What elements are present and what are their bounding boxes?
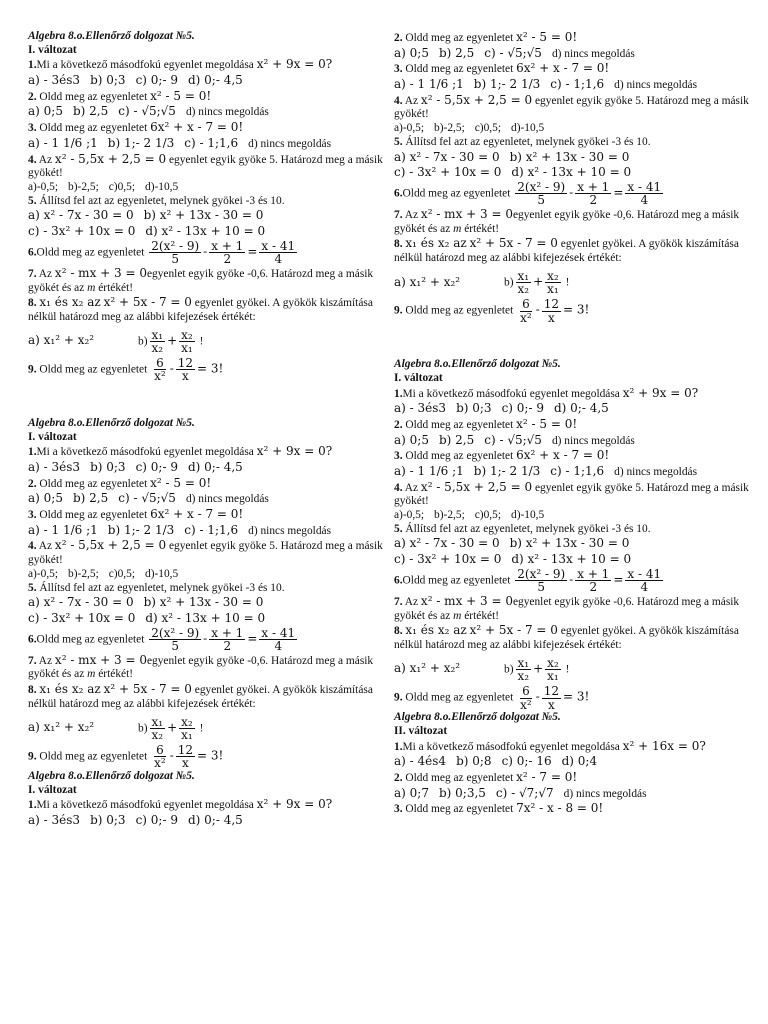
question-5: 5. Állítsd fel azt az egyenletet, melynek gyökei -3 és 10. [394, 135, 651, 148]
fraction: $\frac{\text{x₂}}{\text{x₁}}$ [181, 714, 193, 743]
question-3-options: a) - 1 1/6 ;1 b) 1;- 2 1/3 c) - 1;1,6 d) nincs megoldás [28, 135, 332, 150]
question-5-options-ab: a) x² - 7x - 30 = 0 b) x² + 13x - 30 = 0 [394, 536, 630, 551]
question-1: 1.Mi a következő másodfokú egyenlet megoldása x² + 9x = 0? [394, 385, 699, 400]
fraction: $\frac{12}{x}$ [177, 742, 194, 771]
fraction: $\frac{x + 1}{2}$ [577, 179, 610, 208]
question-8-options: a) x₁² + x₂² b) $\frac{\text{x₁}}{\text{x₂}}$ + $\frac{\text{x₂}}{\text{x₁}}$ ! [394, 655, 570, 684]
variant-label: I. változat [28, 430, 77, 443]
fraction: $\frac{12}{x}$ [543, 683, 560, 712]
test-title: Algebra 8.o.Ellenőrző dolgozat №5. [28, 769, 195, 782]
question-3: 3. Oldd meg az egyenletet 7x² - x - 8 = 0! [394, 801, 604, 816]
fraction: $\frac{6}{\text{x²}}$ [154, 355, 166, 384]
fraction: $\frac{\text{x₁}}{\text{x₂}}$ [517, 655, 530, 684]
question-2: 2. Oldd meg az egyenletet x² - 5 = 0! [28, 475, 212, 490]
question-3: 3. Oldd meg az egyenletet 6x² + x - 7 = 0! [28, 507, 244, 522]
question-1: 1.Mi a következő másodfokú egyenlet megoldása x² + 9x = 0? [28, 444, 333, 459]
question-3: 3. Oldd meg az egyenletet 6x² + x - 7 = 0! [394, 61, 610, 76]
fraction: $\frac{\text{x₂}}{\text{x₁}}$ [547, 268, 559, 297]
question-3: 3. Oldd meg az egyenletet 6x² + x - 7 = 0! [28, 120, 244, 135]
question-3-options: a) - 1 1/6 ;1 b) 1;- 2 1/3 c) - 1;1,6 d) nincs megoldás [394, 77, 698, 92]
question-2-options: a) 0;5 b) 2,5 c) - √5;√5 d) nincs megoldás [28, 491, 269, 506]
question-8: 8. x₁ és x₂ az x² + 5x - 7 = 0 egyenlet gyökei. A gyökök kiszámítása nélkül határozd meg az alábbi kifejezések értékét: [28, 295, 373, 323]
question-1-options: a) - 3és3 b) 0;3 c) 0;- 9 d) 0;- 4,5 [394, 401, 609, 416]
test-title: Algebra 8.o.Ellenőrző dolgozat №5. [28, 416, 195, 429]
question-2: 2. Oldd meg az egyenletet x² - 5 = 0! [28, 88, 212, 103]
left-column [28, 30, 393, 829]
fraction: $\frac{\text{2(x² - 9)}}{5}$ [517, 566, 566, 595]
test-block-5 [394, 711, 759, 817]
variant-label: I. változat [28, 783, 77, 796]
question-2-options: a) 0;5 b) 2,5 c) - √5;√5 d) nincs megoldás [394, 45, 635, 60]
question-6: 6.Oldd meg az egyenletet $\frac{\text{2(x² - 9)}}{5}$ - $\frac{x + 1}{2}$ = $\frac{x - 41}{4}$ [394, 566, 662, 595]
question-7: 7. Az x² - mx + 3 = 0egyenlet egyik gyöke -0,6. Határozd meg a másik gyökét és az m értékét! [394, 207, 740, 235]
question-2: 2. Oldd meg az egyenletet x² - 7 = 0! [394, 769, 578, 784]
test-block-4 [394, 358, 759, 711]
question-5: 5. Állítsd fel azt az egyenletet, melynek gyökei -3 és 10. [28, 581, 285, 594]
question-4: 4. Az x² - 5,5x + 2,5 = 0 egyenlet egyik gyöke 5. Határozd meg a másik gyökét! [28, 538, 383, 567]
question-3-options: a) - 1 1/6 ;1 b) 1;- 2 1/3 c) - 1;1,6 d) nincs megoldás [28, 522, 332, 537]
fraction: $\frac{x - 41}{4}$ [261, 238, 296, 267]
question-8-options: a) x₁² + x₂² b) $\frac{\text{x₁}}{\text{x₂}}$ + $\frac{\text{x₂}}{\text{x₁}}$ ! [28, 714, 204, 743]
fraction: $\frac{\text{x₁}}{\text{x₂}}$ [151, 714, 164, 743]
fraction: $\frac{12}{x}$ [543, 297, 560, 325]
question-3: 3. Oldd meg az egyenletet 6x² + x - 7 = 0! [394, 448, 610, 463]
question-3-options: a) - 1 1/6 ;1 b) 1;- 2 1/3 c) - 1;1,6 d) nincs megoldás [394, 464, 698, 478]
question-6: 6.Oldd meg az egyenletet $\frac{\text{2(x² - 9)}}{5}$ - $\frac{x + 1}{2}$ = $\frac{x - 41}{4}$ [28, 625, 296, 654]
test-block-1 [28, 30, 393, 383]
fraction: $\frac{6}{\text{x²}}$ [520, 683, 532, 712]
question-1-options: a) - 4és4 b) 0;8 c) 0;- 16 d) 0;4 [394, 754, 598, 769]
question-4-options: a)-0,5; b)-2,5; c)0,5; d)-10,5 [28, 180, 179, 193]
question-7: 7. Az x² - mx + 3 = 0egyenlet egyik gyöke -0,6. Határozd meg a másik gyökét és az m értékét! [28, 652, 374, 681]
question-5-options-cd: c) - 3x² + 10x = 0 d) x² - 13x + 10 = 0 [394, 165, 632, 180]
fraction: $\frac{\text{2(x² - 9)}}{5}$ [151, 625, 200, 654]
question-5: 5. Állítsd fel azt az egyenletet, melynek gyökei -3 és 10. [28, 194, 285, 207]
question-5-options-ab: a) x² - 7x - 30 = 0 b) x² + 13x - 30 = 0 [394, 149, 630, 164]
question-1-options: a) - 3és3 b) 0;3 c) 0;- 9 d) 0;- 4,5 [28, 812, 243, 827]
question-4-options: a)-0,5; b)-2,5; c)0,5; d)-10,5 [394, 122, 545, 135]
question-2-options: a) 0;5 b) 2,5 c) - √5;√5 d) nincs megoldás [28, 104, 269, 119]
question-1: 1.Mi a következő másodfokú egyenlet megoldása x² + 16x = 0? [394, 738, 706, 753]
fraction: $\frac{\text{2(x² - 9)}}{5}$ [151, 238, 200, 267]
question-8: 8. x₁ és x₂ az x² + 5x - 7 = 0 egyenlet gyökei. A gyökök kiszámítása nélkül határozd meg az alábbi kifejezések értékét: [394, 623, 739, 652]
fraction: $\frac{\text{x₂}}{\text{x₁}}$ [547, 655, 559, 684]
variant-label: I. változat [394, 371, 443, 384]
question-8-options: a) x₁² + x₂² b) $\frac{\text{x₁}}{\text{x₂}}$ + $\frac{\text{x₂}}{\text{x₁}}$ ! [28, 327, 204, 356]
question-4: 4. Az x² - 5,5x + 2,5 = 0 egyenlet egyik gyöke 5. Határozd meg a másik gyökét! [394, 479, 749, 508]
question-5-options-cd: c) - 3x² + 10x = 0 d) x² - 13x + 10 = 0 [28, 610, 266, 625]
question-9: 9. Oldd meg az egyenletet $\frac{6}{\text{x²}}$ - $\frac{12}{x}$ = 3! [394, 683, 590, 712]
test-block-3 [28, 770, 393, 829]
test-block-2 [28, 417, 393, 770]
question-4-options: a)-0,5; b)-2,5; c)0,5; d)-10,5 [394, 509, 545, 522]
fraction: $\frac{6}{\text{x²}}$ [154, 742, 166, 771]
question-2: 2. Oldd meg az egyenletet x² - 5 = 0! [394, 30, 578, 44]
question-8-options: a) x₁² + x₂² b) $\frac{\text{x₁}}{\text{x₂}}$ + $\frac{\text{x₂}}{\text{x₁}}$ ! [394, 268, 570, 297]
fraction: $\frac{x - 41}{4}$ [627, 179, 662, 208]
question-9: 9. Oldd meg az egyenletet $\frac{6}{\text{x²}}$ - $\frac{12}{x}$ = 3! [28, 742, 224, 771]
fraction: $\frac{12}{x}$ [177, 355, 194, 384]
right-column [394, 30, 759, 817]
question-2-options: a) 0;5 b) 2,5 c) - √5;√5 d) nincs megoldás [394, 432, 635, 447]
question-6: 6.Oldd meg az egyenletet $\frac{\text{2(x² - 9)}}{5}$ - $\frac{x + 1}{2}$ = $\frac{x - 41}{4}$ [394, 179, 662, 208]
fraction: $\frac{x - 41}{4}$ [261, 625, 296, 654]
question-7: 7. Az x² - mx + 3 = 0egyenlet egyik gyöke -0,6. Határozd meg a másik gyökét és az m értékét! [28, 265, 374, 294]
question-9: 9. Oldd meg az egyenletet $\frac{6}{\text{x²}}$ - $\frac{12}{x}$ = 3! [394, 297, 590, 325]
question-7: 7. Az x² - mx + 3 = 0egyenlet egyik gyöke -0,6. Határozd meg a másik gyökét és az m értékét! [394, 594, 740, 622]
question-9: 9. Oldd meg az egyenletet $\frac{6}{\text{x²}}$ - $\frac{12}{x}$ = 3! [28, 355, 224, 384]
question-2-options: a) 0;7 b) 0;3,5 c) - √7;√7 d) nincs megoldás [394, 785, 647, 800]
variant-label: I. változat [28, 43, 77, 56]
question-1-options: a) - 3és3 b) 0;3 c) 0;- 9 d) 0;- 4,5 [28, 460, 243, 474]
fraction: $\frac{\text{x₁}}{\text{x₂}}$ [517, 268, 530, 297]
test-title: Algebra 8.o.Ellenőrző dolgozat №5. [28, 30, 195, 42]
question-5-options-ab: a) x² - 7x - 30 = 0 b) x² + 13x - 30 = 0 [28, 208, 264, 223]
question-5-options-cd: c) - 3x² + 10x = 0 d) x² - 13x + 10 = 0 [28, 223, 266, 238]
fraction: $\frac{\text{x₂}}{\text{x₁}}$ [181, 327, 193, 356]
question-8: 8. x₁ és x₂ az x² + 5x - 7 = 0 egyenlet gyökei. A gyökök kiszámítása nélkül határozd meg az alábbi kifejezések értékét: [394, 236, 739, 265]
question-2: 2. Oldd meg az egyenletet x² - 5 = 0! [394, 416, 578, 431]
question-4-options: a)-0,5; b)-2,5; c)0,5; d)-10,5 [28, 567, 179, 580]
question-5: 5. Állítsd fel azt az egyenletet, melynek gyökei -3 és 10. [394, 522, 651, 535]
fraction: $\frac{\text{x₁}}{\text{x₂}}$ [151, 327, 164, 356]
fraction: $\frac{x - 41}{4}$ [627, 566, 662, 595]
question-5-options-cd: c) - 3x² + 10x = 0 d) x² - 13x + 10 = 0 [394, 552, 632, 567]
question-5-options-ab: a) x² - 7x - 30 = 0 b) x² + 13x - 30 = 0 [28, 595, 264, 610]
fraction: $\frac{x + 1}{2}$ [577, 566, 610, 595]
question-1: 1.Mi a következő másodfokú egyenlet megoldása x² + 9x = 0? [28, 797, 333, 812]
question-8: 8. x₁ és x₂ az x² + 5x - 7 = 0 egyenlet gyökei. A gyökök kiszámítása nélkül határozd meg az alábbi kifejezések értékét: [28, 682, 373, 710]
question-4: 4. Az x² - 5,5x + 2,5 = 0 egyenlet egyik gyöke 5. Határozd meg a másik gyökét! [28, 151, 383, 180]
fraction: $\frac{x + 1}{2}$ [211, 238, 244, 267]
fraction: $\frac{x + 1}{2}$ [211, 625, 244, 654]
question-1: 1.Mi a következő másodfokú egyenlet megoldása x² + 9x = 0? [28, 57, 333, 72]
variant-label: II. változat [394, 724, 448, 737]
test-title: Algebra 8.o.Ellenőrző dolgozat №5. [394, 711, 561, 724]
fraction: $\frac{\text{2(x² - 9)}}{5}$ [517, 179, 566, 208]
question-4: 4. Az x² - 5,5x + 2,5 = 0 egyenlet egyik gyöke 5. Határozd meg a másik gyökét! [394, 92, 749, 121]
question-6: 6.Oldd meg az egyenletet $\frac{\text{2(x² - 9)}}{5}$ - $\frac{x + 1}{2}$ = $\frac{x - 41}{4}$ [28, 238, 296, 267]
test-title: Algebra 8.o.Ellenőrző dolgozat №5. [394, 358, 561, 371]
test-block-continuation [394, 30, 759, 324]
question-1-options: a) - 3és3 b) 0;3 c) 0;- 9 d) 0;- 4,5 [28, 73, 243, 88]
fraction: $\frac{6}{\text{x²}}$ [520, 297, 532, 325]
